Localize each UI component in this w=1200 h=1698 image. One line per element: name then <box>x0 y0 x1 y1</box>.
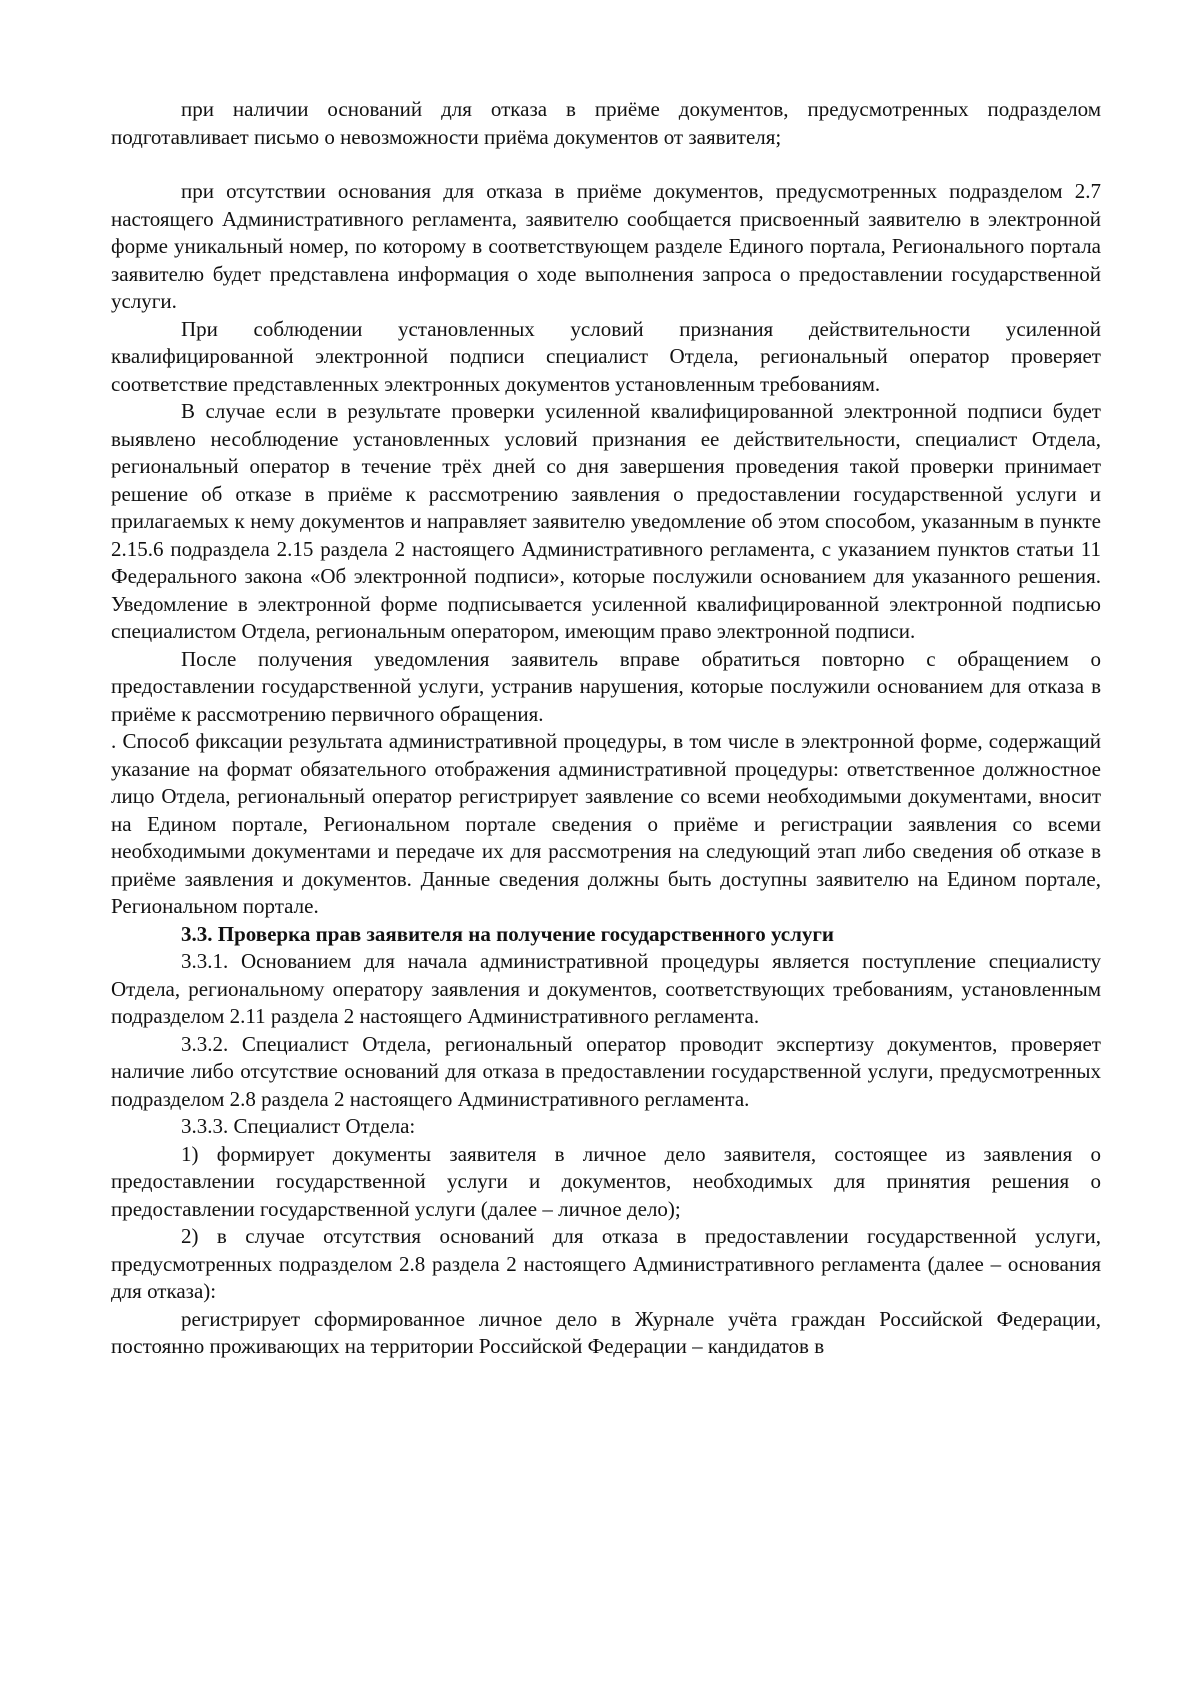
paragraph-signature-validity: При соблюдении установленных условий признания действительности усиленной квалифицированной электронной подписи специалист Отдела, региональный оператор проверяет соответствие представленных электронных документов установленным требованиям. <box>111 316 1101 396</box>
list-item-1: 1) формирует документы заявителя в личное дело заявителя, состоящее из заявления о предоставлении государственной услуги и документов, необходимых для принятия решения о предоставлении государственной услуги (далее – личное дело); <box>111 1141 1101 1221</box>
paragraph-refusal-letter: при наличии оснований для отказа в приёме документов, предусмотренных подразделом подготавливает письмо о невозможности приёма документов от заявителя; <box>111 97 1101 149</box>
paragraph-result-fixation: . Способ фиксации результата административной процедуры, в том числе в электронной форме, содержащий указание на формат обязательного отображения административной процедуры: ответственное должностное лицо Отдела, региональный оператор регистрирует заявление со всеми необходимыми документами, вносит на Едином портале, Региональном портале сведения о приёме и регистрации заявления со всеми необходимыми документами и передаче их для рассмотрения на следующий этап либо сведения об отказе в приёме заявления и документов. Данные сведения должны быть доступны заявителю на Едином портале, Региональном портале. <box>111 729 1101 918</box>
paragraph-signature-check-failure: В случае если в результате проверки усиленной квалифицированной электронной подписи будет выявлено несоблюдение установленных условий признания ее действительности, специалист Отдела, региональный оператор в течение трёх дней со дня завершения проведения такой проверки принимает решение об отказе в приёме к рассмотрению заявления о предоставлении государственной услуги и прилагаемых к нему документов и направляет заявителю уведомление об этом способом, указанным в пункте 2.15.6 подраздела 2.15 раздела 2 настоящего Административного регламента, с указанием пунктов статьи 11 Федерального закона «Об электронной подписи», которые послужили основанием для указанного решения. Уведомление в электронной форме подписывается усиленной квалифицированной электронной подписью специалистом Отдела, региональным оператором, имеющим право электронной подписи. <box>111 399 1101 643</box>
section-heading-3-3: 3.3. Проверка прав заявителя на получение государственного услуги <box>181 921 835 946</box>
list-item-2: 2) в случае отсутствия оснований для отказа в предоставлении государственной услуги, предусмотренных подразделом 2.8 раздела 2 настоящего Административного регламента (далее – основания для отказа): <box>111 1224 1101 1303</box>
paragraph-3-3-3: 3.3.3. Специалист Отдела: <box>181 1114 416 1138</box>
paragraph-repeat-request: После получения уведомления заявитель вправе обратиться повторно с обращением о предоставлении государственной услуги, устранив нарушения, которые послужили основанием для отказа в приёме к рассмотрению первичного обращения. <box>111 646 1101 726</box>
paragraph-unique-number: при отсутствии основания для отказа в приёме документов, предусмотренных подразделом 2.7 настоящего Административного регламента, заявителю сообщается присвоенный заявителю в электронной форме уникальный номер, по которому в соответствующем разделе Единого портала, Регионального портала заявителю будет представлена информация о ходе выполнения запроса о предоставлении государственной услуги. <box>111 179 1101 313</box>
paragraph-3-3-2: 3.3.2. Специалист Отдела, региональный оператор проводит экспертизу документов, проверяет наличие либо отсутствие оснований для отказа в предоставлении государственной услуги, предусмотренных подразделом 2.8 раздела 2 настоящего Административного регламента. <box>111 1031 1101 1111</box>
paragraph-registration: регистрирует сформированное личное дело в Журнале учёта граждан Российской Федерации, постоянно проживающих на территории Российской Федерации – кандидатов в <box>111 1306 1101 1358</box>
paragraph-3-3-1: 3.3.1. Основанием для начала административной процедуры является поступление специалисту Отдела, региональному оператору заявления и документов, соответствующих требованиям, установленным подразделом 2.11 раздела 2 настоящего Административного регламента. <box>111 949 1101 1028</box>
